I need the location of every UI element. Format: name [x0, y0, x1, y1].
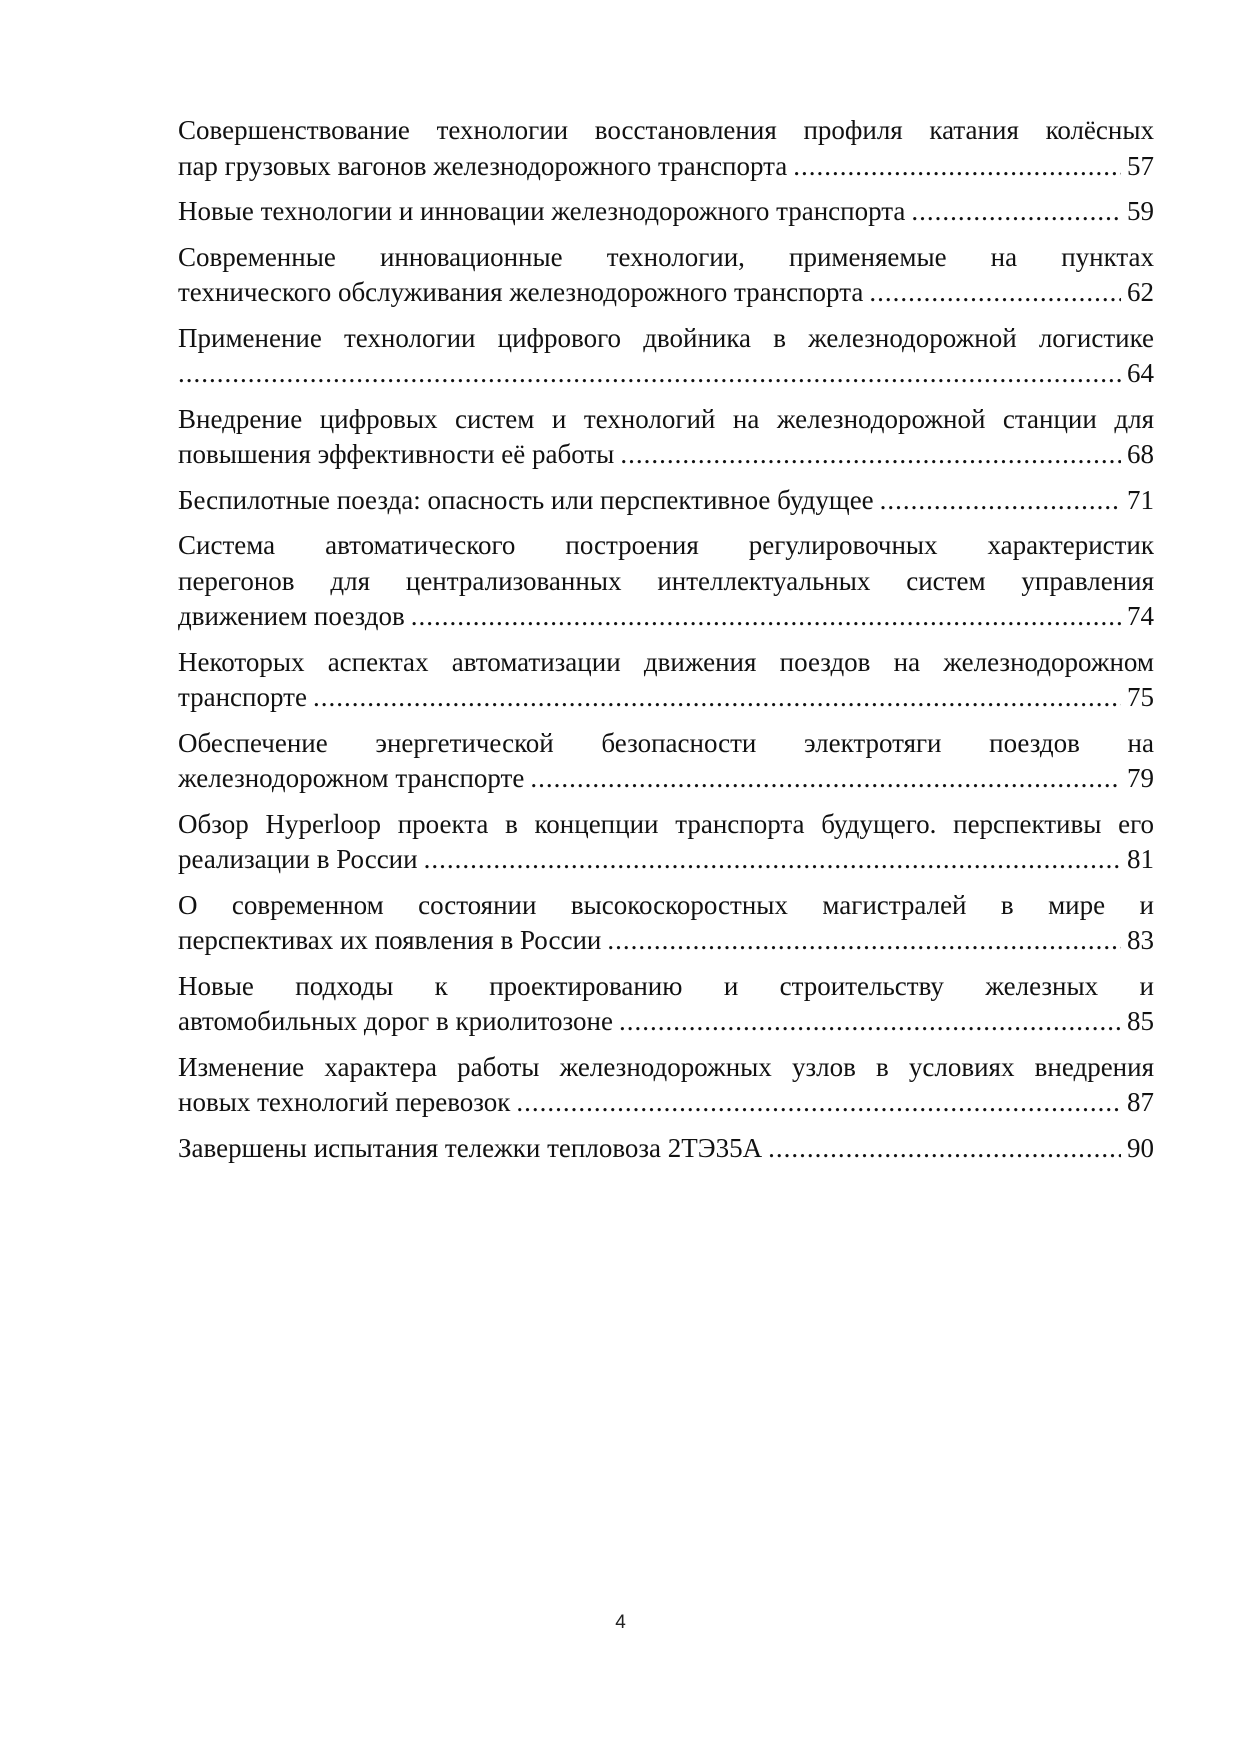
toc-entry[interactable]	[178, 528, 1154, 635]
toc-entry-title: движением поездов	[178, 601, 405, 631]
toc-entry-title: Завершены испытания тележки тепловоза 2ТЭ35А	[178, 1132, 763, 1163]
toc-leader-dots	[411, 599, 1121, 635]
toc-page-number: 85	[1127, 1004, 1154, 1040]
toc-leader-dots	[607, 923, 1121, 959]
toc-entry-title-line: Применение технологии цифрового двойника в железнодорожной логистике	[178, 322, 1154, 353]
toc-entry-title-line: О современном состоянии высокоскоростных магистралей в мире и	[178, 889, 1154, 920]
toc-entry-title: повышения эффективности её работы	[178, 439, 615, 469]
toc-entry[interactable]	[178, 194, 1154, 230]
toc-leader-dots	[424, 842, 1121, 878]
toc-entry[interactable]	[178, 113, 1154, 184]
toc-entry-title: Беспилотные поезда: опасность или перспективное будущее	[178, 484, 874, 515]
toc-leader-dots	[880, 483, 1121, 519]
toc-entry-title: перспективах их появления в России	[178, 925, 602, 955]
toc-page-number: 71	[1127, 483, 1154, 519]
toc-entry[interactable]	[178, 240, 1154, 311]
toc-page-number: 68	[1127, 437, 1154, 473]
toc-entry[interactable]	[178, 726, 1154, 797]
toc-entry[interactable]	[178, 888, 1154, 959]
toc-entry-title-line: Внедрение цифровых систем и технологий на железнодорожной станции для	[178, 403, 1154, 434]
toc-entry-title-line: Новые подходы к проектированию и строительству железных и	[178, 970, 1154, 1001]
toc-entry-title: реализации в России	[178, 844, 418, 874]
toc-leader-dots	[793, 149, 1121, 185]
toc-entry-title: пар грузовых вагонов железнодорожного транспорта	[178, 150, 788, 181]
toc-entry[interactable]	[178, 402, 1154, 473]
toc-entry-title-line: Система автоматического построения регулировочных характеристик	[178, 530, 1154, 560]
toc-page-number: 64	[1127, 356, 1154, 392]
toc-page-number: 59	[1127, 194, 1154, 230]
toc-entry[interactable]	[178, 969, 1154, 1040]
toc-entry[interactable]	[178, 321, 1154, 392]
toc-page-number: 57	[1127, 149, 1154, 185]
toc-entry[interactable]	[178, 1050, 1154, 1121]
toc-page-number: 81	[1127, 842, 1154, 878]
toc-entry[interactable]	[178, 645, 1154, 716]
toc-page-number: 74	[1127, 599, 1154, 635]
toc-page-number: 90	[1127, 1131, 1154, 1167]
toc-leader-dots	[869, 275, 1121, 311]
toc-page-number: 62	[1127, 275, 1154, 311]
toc-entry-title: технического обслуживания железнодорожного транспорта	[178, 277, 864, 307]
toc-entry-title-line: перегонов для централизованных интеллектуальных систем управления	[178, 565, 1154, 596]
table-of-contents	[178, 113, 1154, 1176]
toc-leader-dots	[768, 1131, 1121, 1167]
toc-entry-title-line: Обзор Hyperloop проекта в концепции транспорта будущего. перспективы его	[178, 808, 1154, 839]
toc-leader-dots	[313, 680, 1121, 716]
toc-entry[interactable]	[178, 1131, 1154, 1167]
toc-page-number: 75	[1127, 680, 1154, 716]
toc-entry-title-line: Совершенствование технологии восстановления профиля катания колёсных	[178, 115, 1154, 145]
toc-entry-title: транспорте	[178, 682, 307, 712]
toc-entry-title: новых технологий перевозок	[178, 1087, 511, 1117]
toc-entry-title-line: Обеспечение энергетической безопасности электротяги поездов на	[178, 727, 1154, 758]
toc-entry-title: Новые технологии и инновации железнодорожного транспорта	[178, 196, 906, 226]
toc-entry-title-line: Некоторых аспектах автоматизации движения поездов на железнодорожном	[178, 646, 1154, 677]
toc-page-number: 83	[1127, 923, 1154, 959]
toc-entry-title: железнодорожном транспорте	[178, 763, 525, 793]
toc-entry[interactable]	[178, 483, 1154, 519]
toc-entry-title: автомобильных дорог в криолитозоне	[178, 1006, 613, 1036]
toc-leader-dots	[516, 1085, 1121, 1121]
toc-leader-dots	[620, 437, 1121, 473]
toc-entry-title-line: Изменение характера работы железнодорожных узлов в условиях внедрения	[178, 1051, 1154, 1082]
toc-entry[interactable]	[178, 807, 1154, 878]
toc-entry-title-line: Современные инновационные технологии, применяемые на пунктах	[178, 241, 1154, 272]
page-number: 4	[615, 1612, 626, 1633]
toc-page-number: 87	[1127, 1085, 1154, 1121]
toc-leader-dots	[619, 1004, 1121, 1040]
toc-page-number: 79	[1127, 761, 1154, 797]
toc-leader-dots	[178, 356, 1121, 392]
toc-leader-dots	[911, 194, 1121, 230]
toc-leader-dots	[530, 761, 1121, 797]
